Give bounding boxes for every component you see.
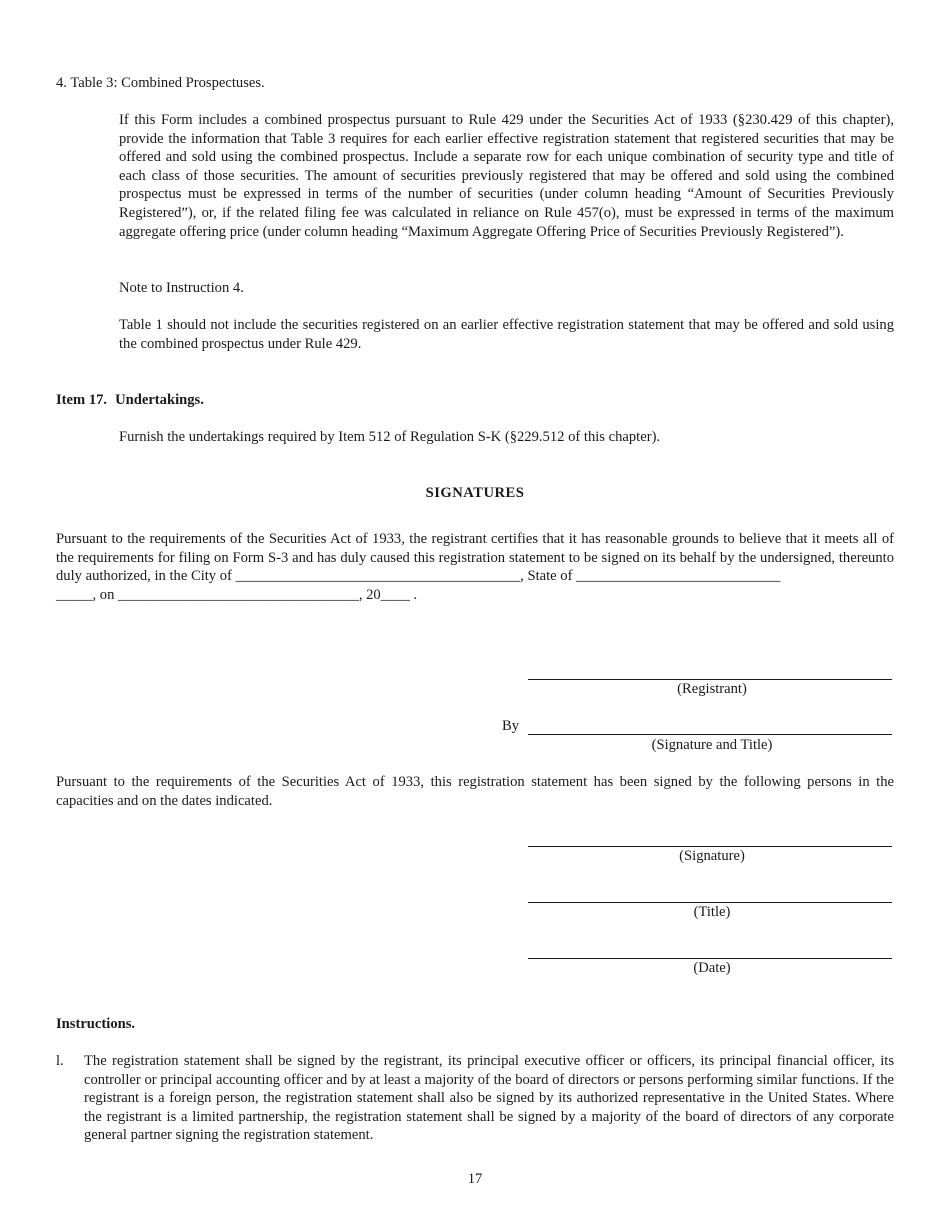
instructions-heading: Instructions. — [56, 1016, 136, 1032]
item17-text: Furnish the undertakings required by Item 512 of Regulation S-K (§229.512 of this chapter). — [119, 429, 661, 445]
signature-caption: (Signature) — [679, 848, 745, 864]
instruction-marker: l. — [56, 1053, 64, 1069]
state-label: State of — [527, 568, 573, 585]
date-line: _____, on _________________________________, 20____ . — [56, 586, 418, 603]
item17-title: Undertakings. — [115, 392, 204, 408]
title-caption: (Title) — [693, 904, 731, 920]
table3-paragraph: If this Form includes a combined prospectus pursuant to Rule 429 under the Securities Act of 1933 (§230.429 of this chapter), provide the information that Table 3 requires for each earlier effective registration statement that registered securities that may be offered and sold using the combined prospectus. Include a separate row for each unique combination of security type and title of each class of those securities. The amount of securities previously registered that may be offered and sold using the combined prospectus must be expressed in terms of the number of securities (under column heading “Amount of Securities Previously Registered”), or, if the related filing fee was calculated in reliance on Rule 457(o), must be expressed in terms of the maximum aggregate offering price (under column heading “Maximum Aggregate Offering Price of Securities Previously Registered”). — [119, 112, 894, 240]
item17-number: Item 17. — [56, 392, 108, 408]
date-caption: (Date) — [693, 960, 731, 976]
by-label: By — [502, 718, 520, 734]
certification-paragraph — [56, 530, 894, 604]
by-signature-line — [528, 734, 892, 735]
signature-and-title-caption: (Signature and Title) — [651, 737, 773, 753]
page-number: 17 — [467, 1171, 483, 1187]
state-blank: ____________________________ — [576, 568, 781, 585]
signatures-heading: SIGNATURES — [425, 485, 525, 501]
table3-heading: 4. Table 3: Combined Prospectuses. — [56, 75, 265, 91]
instruction-item-text: The registration statement shall be signed by the registrant, its principal executive officer or officers, its principal financial officer, its controller or principal accounting officer and by at least a majority of the board of directors or persons performing similar functions. If the registrant is a foreign person, the registration statement shall also be signed by its authorized representative in the United States. Where the registrant is a limited partnership, the registration statement shall be signed by a majority of the board of directors of any corporate general partner signing the registration statement. — [84, 1053, 894, 1144]
note-heading: Note to Instruction 4. — [119, 280, 244, 296]
item17-heading — [56, 391, 204, 410]
city-blank: _______________________________________, — [235, 568, 524, 585]
certification-text: Pursuant to the requirements of the Securities Act of 1933, the registrant certifies that it has reasonable grounds to believe that it meets all of the requirements for filing on Form S-3 and has duly caused this registration statement to be signed on its behalf by the undersigned, thereunto duly authorized, in the City of — [56, 531, 894, 585]
registrant-caption: (Registrant) — [677, 681, 747, 697]
note-text: Table 1 should not include the securities registered on an earlier effective registration statement that may be offered and sold using the combined prospectus under Rule 429. — [119, 317, 894, 352]
persons-paragraph: Pursuant to the requirements of the Securities Act of 1933, this registration statement has been signed by the following persons in the capacities and on the dates indicated. — [56, 774, 894, 809]
